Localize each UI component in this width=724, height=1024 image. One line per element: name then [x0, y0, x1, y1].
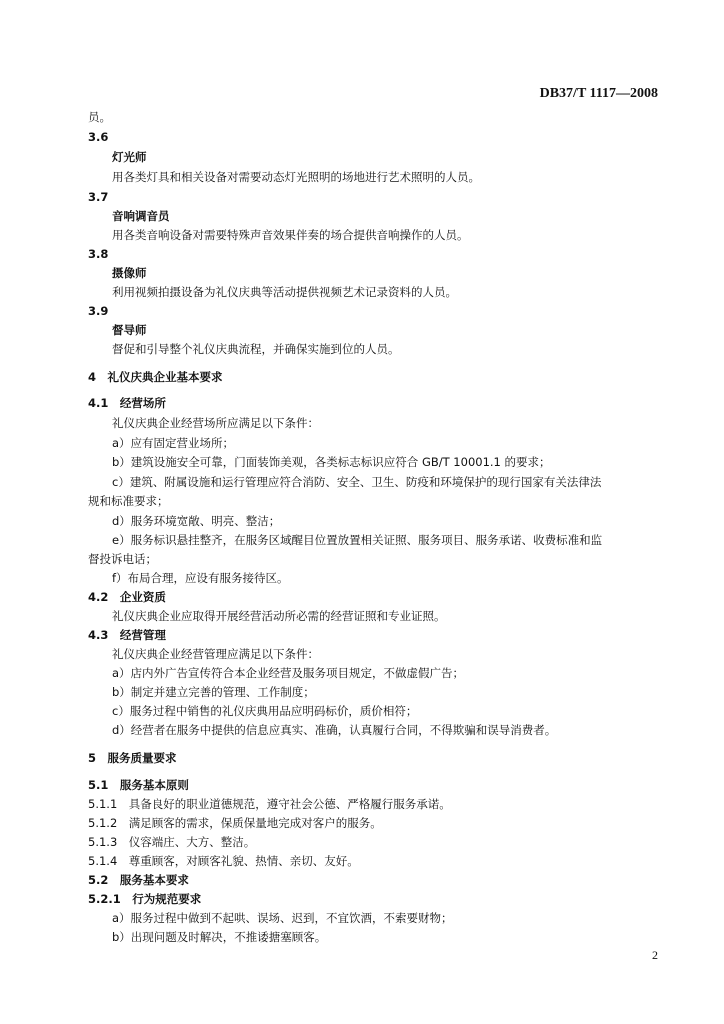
- subsection-heading: 5.1 服务基本原则: [88, 778, 189, 792]
- clause-line: 5.1.3 仪容端庄、大方、整洁。: [88, 835, 256, 849]
- clause-line: 5.1.1 具备良好的职业道德规范，遵守社会公德、严格履行服务承诺。: [88, 797, 451, 811]
- subsection-heading: 5.2 服务基本要求: [88, 873, 189, 887]
- subsection-heading: 4.3 经营管理: [88, 628, 166, 642]
- term-definition: 用各类灯具和相关设备对需要动态灯光照明的场地进行艺术照明的人员。: [112, 170, 480, 184]
- list-item: b）制定并建立完善的管理、工作制度；: [112, 685, 315, 699]
- list-item: c）建筑、附属设施和运行管理应符合消防、安全、卫生、防疫和环境保护的现行国家有关法律法: [112, 475, 602, 489]
- clause-number: 3.7: [88, 190, 109, 204]
- list-item: a）服务过程中做到不起哄、误场、迟到，不宜饮酒，不索要财物；: [112, 911, 453, 925]
- document-code: DB37/T 1117—2008: [539, 86, 658, 101]
- term-title: 灯光师: [112, 150, 147, 164]
- term-definition: 利用视频拍摄设备为礼仪庆典等活动提供视频艺术记录资料的人员。: [112, 285, 457, 299]
- term-title: 摄像师: [112, 266, 147, 280]
- clause-line: 5.1.4 尊重顾客，对顾客礼貌、热情、亲切、友好。: [88, 854, 359, 868]
- text-line: 礼仪庆典企业应取得开展经营活动所必需的经营证照和专业证照。: [112, 609, 446, 623]
- clause-number: 3.8: [88, 247, 109, 261]
- page-number: 2: [652, 948, 658, 962]
- text-line: 员。: [88, 110, 111, 124]
- clause-line: 5.1.2 满足顾客的需求，保质保量地完成对客户的服务。: [88, 816, 382, 830]
- clause-number: 3.9: [88, 304, 109, 318]
- term-title: 音响调音员: [112, 209, 170, 223]
- text-line: 礼仪庆典企业经营管理应满足以下条件：: [112, 647, 319, 661]
- list-item: a）应有固定营业场所；: [112, 436, 235, 450]
- list-item: c）服务过程中销售的礼仪庆典用品应明码标价，质价相符；: [112, 704, 418, 718]
- section-heading: 5 服务质量要求: [88, 751, 177, 765]
- term-definition: 督促和引导整个礼仪庆典流程，并确保实施到位的人员。: [112, 342, 400, 356]
- text-line: 礼仪庆典企业经营场所应满足以下条件：: [112, 416, 319, 430]
- subsection-heading: 5.2.1 行为规范要求: [88, 892, 202, 906]
- term-definition: 用各类音响设备对需要特殊声音效果伴奏的场合提供音响操作的人员。: [112, 228, 469, 242]
- list-item-continuation: 规和标准要求；: [88, 494, 169, 508]
- clause-number: 3.6: [88, 130, 109, 144]
- subsection-heading: 4.2 企业资质: [88, 590, 166, 604]
- list-item-continuation: 督投诉电话；: [88, 552, 157, 566]
- list-item: d）经营者在服务中提供的信息应真实、准确，认真履行合同，不得欺骗和误导消费者。: [112, 723, 557, 737]
- subsection-heading: 4.1 经营场所: [88, 396, 166, 410]
- term-title: 督导师: [112, 323, 147, 337]
- list-item: d）服务环境宽敞、明亮、整洁；: [112, 514, 281, 528]
- list-item: b）建筑设施安全可靠，门面装饰美观，各类标志标识应符合 GB/T 10001.1 的要求；: [112, 455, 551, 469]
- list-item: a）店内外广告宣传符合本企业经营及服务项目规定，不做虚假广告；: [112, 666, 465, 680]
- list-item: f）布局合理，应设有服务接待区。: [112, 571, 289, 585]
- section-heading: 4 礼仪庆典企业基本要求: [88, 370, 223, 384]
- list-item: b）出现问题及时解决，不推诿搪塞顾客。: [112, 930, 327, 944]
- list-item: e）服务标识悬挂整齐，在服务区域醒目位置放置相关证照、服务项目、服务承诺、收费标准和监: [112, 533, 603, 547]
